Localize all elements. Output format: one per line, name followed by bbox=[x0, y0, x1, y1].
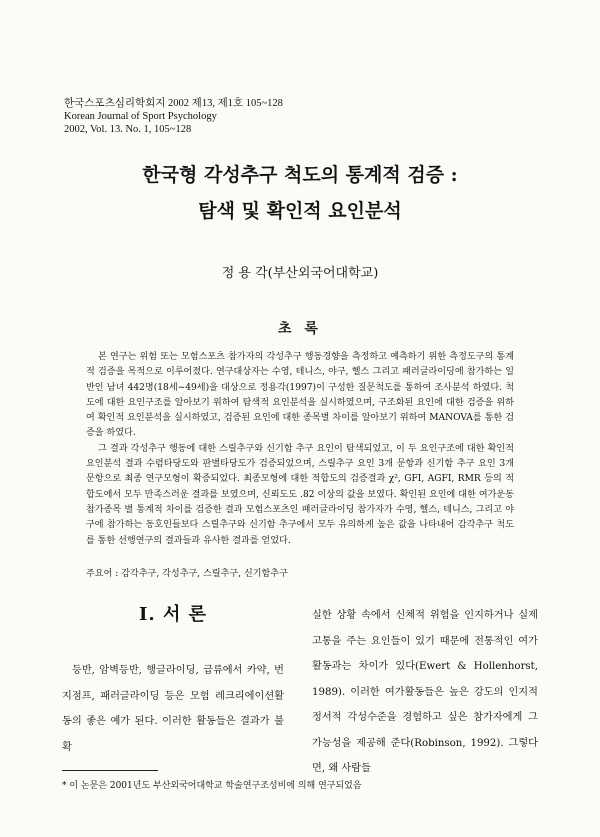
paper-title-line2: 탐색 및 확인적 요인분석 bbox=[198, 200, 402, 222]
journal-line-english: Korean Journal of Sport Psychology bbox=[64, 111, 217, 122]
journal-line-korean: 한국스포츠심리학회지 2002 제13, 제1호 105~128 bbox=[64, 98, 283, 109]
keywords: 주요어 : 감각추구, 각성추구, 스릴추구, 신기함추구 bbox=[86, 569, 288, 579]
footnote-divider bbox=[62, 770, 158, 771]
journal-line-volume: 2002, Vol. 13. No. 1, 105~128 bbox=[64, 124, 192, 135]
abstract-paragraph-2: 그 결과 각성추구 행동에 대한 스릴추구와 신기함 추구 요인이 탐색되었고, 이 두 요인구조에 대한 확인적 요인분석 결과 수렴타당도와 판별타당도가 검증되었으며, 스릴추구 요인 3개 문항과 신기함 추구 요인 3개 문항으로 최종 연구모형이 확증되었다. 최종모형에 대한 적합도의 검증결과 χ², GFI, AGFI, RMR 등의 적합도에서 모두 만족스러운 결과를 보였으며, 신뢰도도 .82 이상의 값을 보였다. 확인된 요인에 대한 여가운동 참가종목 별 통계적 차이를 검증한 결과 모험스포츠인 패러글라이딩 참가자가 수영, 헬스, 테니스, 그리고 야구에 참가하는 동호인들보다 스릴추구와 신기함 추구에서 모두 유의하게 높은 값을 나타내어 감각추구 척도를 통한 선행연구의 결과들과 유사한 결과를 얻었다. bbox=[86, 443, 514, 546]
intro-text-right: 실한 상황 속에서 신체적 위험을 인지하거나 실제 고통을 주는 요인들이 있기 때문에 전통적인 여가활동과는 차이가 있다(Ewert & Hollenhorst, 1989). 이러한 여가활동들은 높은 강도의 인지적 정서적 각성수준을 경험하고 싶은 참가자에게 그 가능성을 제공해 준다(Robinson, 1992). 그렇다면, 왜 사람들 bbox=[312, 610, 538, 774]
left-column bbox=[62, 600, 284, 760]
abstract-paragraph-1: 본 연구는 위험 또는 모험스포츠 참가자의 각성추구 행동경향을 측정하고 예측하기 위한 측정도구의 통계적 검증을 목적으로 이루어졌다. 연구대상자는 수영, 테니스, 야구, 헬스 그리고 패러글라이딩에 참가하는 일반인 남녀 442명(18세~49세)을 대상으로 정용각(1997)이 구성한 질문척도를 통하여 조사분석 하였다. 척도에 대한 요인구조를 알아보기 위하여 탐색적 요인분석을 실시하였으며, 구조화된 요인에 대한 검증을 위하여 확인적 요인분석을 실시하였고, 검증된 요인에 대한 종목별 차이를 알아보기 위하여 MANOVA를 통한 검증을 하였다. bbox=[86, 352, 514, 439]
paper-title-line1: 한국형 각성추구 척도의 통계적 검증 : bbox=[142, 164, 458, 186]
journal-citation bbox=[64, 97, 283, 136]
abstract-heading: 초 록 bbox=[278, 321, 322, 337]
intro-text-left: 등반, 암벽등반, 행글라이딩, 급류에서 카약, 번지점프, 패러글라이딩 등은 모험 레크리에이션활동의 좋은 예가 된다. 이러한 활동들은 결과가 불확 bbox=[62, 665, 284, 753]
author-affiliation: 정 용 각(부산외국어대학교) bbox=[221, 266, 379, 281]
footnote: * 이 논문은 2001년도 부산외국어대학교 학술연구조성비에 의해 연구되었음 bbox=[62, 781, 362, 791]
abstract-body bbox=[86, 350, 514, 549]
section-heading: I. 서 론 bbox=[139, 604, 207, 625]
